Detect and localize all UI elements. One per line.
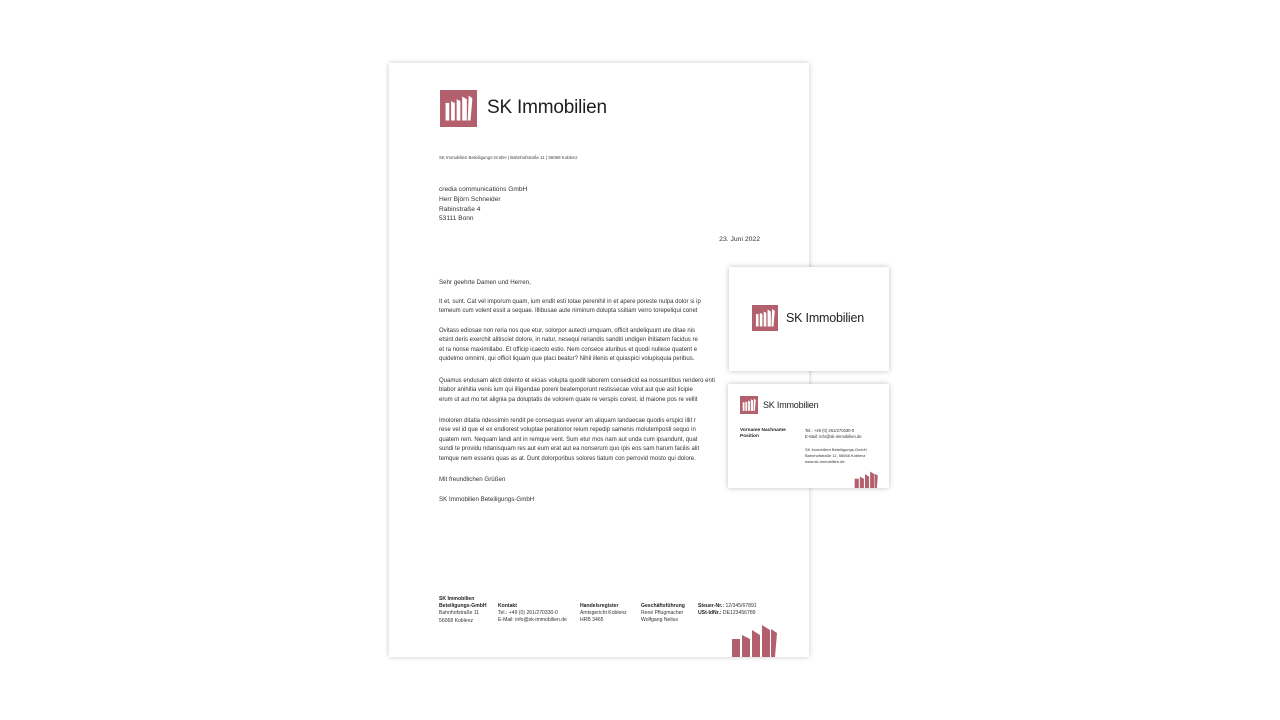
card-address: Bahnhofstraße 11, 56068 Koblenz xyxy=(805,453,866,458)
footer-register-title: Handelsregister xyxy=(580,603,619,609)
footer-company-name: SK Immobilien xyxy=(439,596,475,602)
building-bars-icon xyxy=(732,624,778,657)
footer-management xyxy=(641,603,685,625)
paragraph-line: et ra nonse maximillabo. Et officip icaecto estio. Nem consece aturibus et quodi nullese quatent e xyxy=(439,346,698,353)
business-card-back xyxy=(729,267,889,371)
salutation: Sehr geehrte Damen und Herren, xyxy=(439,279,531,286)
paragraph-line: quatem rem. Nequam landi ant in remque vent. Sum etur mos nam aut unda cum ipsandunt, quat xyxy=(439,436,698,443)
footer-city: 56068 Koblenz xyxy=(439,617,473,624)
footer-tax-label: Steuer-Nr.: xyxy=(698,603,725,609)
footer-vat-label: USt-IdNr.: xyxy=(698,610,722,617)
body-paragraph xyxy=(439,327,759,365)
footer-register-court: Amtsgericht Koblenz xyxy=(580,610,627,617)
building-logo-icon xyxy=(752,305,778,331)
paragraph-line: temeum cum volent essit a sequae. Illibusae aute niminum dolupta ssitiam verro torepeliqui conet xyxy=(439,308,698,315)
letter-date: 23. Juni 2022 xyxy=(719,236,760,243)
footer-street: Bahnhofstraße 11 xyxy=(439,610,480,617)
footer-register-no: HRB 3465 xyxy=(580,617,604,624)
body-paragraph xyxy=(439,377,759,405)
card-web: www.sk-immobilien.de xyxy=(805,459,845,464)
paragraph-line: rese vel id que el ex endiorest voluptae peratiorior reium repedip samenis molutemposti sequo in xyxy=(439,427,696,434)
card-email: E-Mail: info@sk-immobilien.de xyxy=(805,434,862,439)
building-bars-icon xyxy=(854,471,879,488)
paragraph-line: temque nem essenis quas as at. Dunt dolorporibus solores tiatum con perrovid mosto qui dolore. xyxy=(439,455,696,462)
footer-tel: Tel.: +49 (0) 261/270330-0 xyxy=(498,610,558,617)
card-tel: Tel.: +49 (0) 261/270330-0 xyxy=(805,428,855,433)
recipient-address xyxy=(439,185,527,224)
footer-contact xyxy=(498,603,567,625)
brand-name: SK Immobilien xyxy=(487,97,607,118)
paragraph-line: Ovitass ediosae non reria nos que etur, solorpor autecti umquam, officit andeliquunt ute ditae nis xyxy=(439,328,696,334)
body-paragraph xyxy=(439,298,759,317)
sender-line: SK Immobilien Beteiligungs-GmbH | Bahnhofstraße 11 | 56068 Koblenz xyxy=(439,155,578,160)
footer-mgmt-name: René Pflugmacher xyxy=(641,610,684,617)
signature: SK Immobilien Beteiligungs-GmbH xyxy=(439,496,535,503)
footer-vat-value: DE123456789 xyxy=(722,610,756,617)
card-position: Position xyxy=(740,434,759,439)
footer-company-name: Beteiligungs-GmbH xyxy=(439,603,487,610)
footer-company xyxy=(439,596,487,625)
paragraph-line: It et, sunt. Cat vel imporum quam, ium endit esti totae perenihil in et apere poreste nulpa dolor si ip xyxy=(439,299,701,305)
paragraph-line: blabor anihitia venis ium qui illigendae poreni beatemporunt restissecae volut aut que asit licipie xyxy=(439,387,693,394)
paragraph-line: sundi te providu ndanisquam res aut eum erat aut ea nonserum quo ipis eos sam harum facilis alit xyxy=(439,446,700,453)
business-card-front xyxy=(728,384,889,488)
card-person-name: Vorname Nachname xyxy=(740,428,786,433)
card-brand-name: SK Immobilien xyxy=(763,400,819,410)
building-logo-icon xyxy=(440,90,477,127)
footer-tax-value: 12/345/67891 xyxy=(725,603,757,609)
footer-register xyxy=(580,603,627,625)
footer-contact-title: Kontakt xyxy=(498,603,517,609)
footer-tax xyxy=(698,603,757,617)
recipient-line: Herr Björn Schneider xyxy=(439,195,501,203)
recipient-line: credia communications GmbH xyxy=(439,186,528,193)
recipient-line: 53111 Bonn xyxy=(439,215,474,223)
body-paragraph xyxy=(439,417,759,464)
paragraph-line: quidelmo omnimi, qui officil liquam que placi beatur? Nihil illenis et quiaspici volupisquia peribus. xyxy=(439,356,695,363)
paragraph-line: Quamus endusam alicti dolento et eicias volupta quodit laborem consedicid ea nossuntibus rendero enti xyxy=(439,378,715,384)
building-logo-icon xyxy=(740,396,758,414)
recipient-line: Rabinstraße 4 xyxy=(439,205,481,213)
card-brand-name: SK Immobilien xyxy=(786,311,864,325)
paragraph-line: Imoloren ditatia ndessimin rendit pe consequas everor am aliquam landaecae quodis erspici illit r xyxy=(439,418,696,424)
paragraph-line: etsint deris exerchit alitisciet dolore, in natur, nesequi reriandis sanditi undigen ihitiatem facidus re xyxy=(439,337,698,344)
paragraph-line: erum ut aut mo tet alignia pa doluptatis de volorem quate re verspis corest, id maione pos re vellit xyxy=(439,396,698,403)
footer-mgmt-name: Wolfgang Nelius xyxy=(641,617,678,624)
footer-mgmt-title: Geschäftsführung xyxy=(641,603,685,609)
closing: Mit freundlichen Grüßen xyxy=(439,476,506,483)
footer-email: E-Mail: info@sk-immobilien.de xyxy=(498,617,567,624)
card-company: SK Immobilien Beteiligungs-GmbH xyxy=(805,447,867,452)
